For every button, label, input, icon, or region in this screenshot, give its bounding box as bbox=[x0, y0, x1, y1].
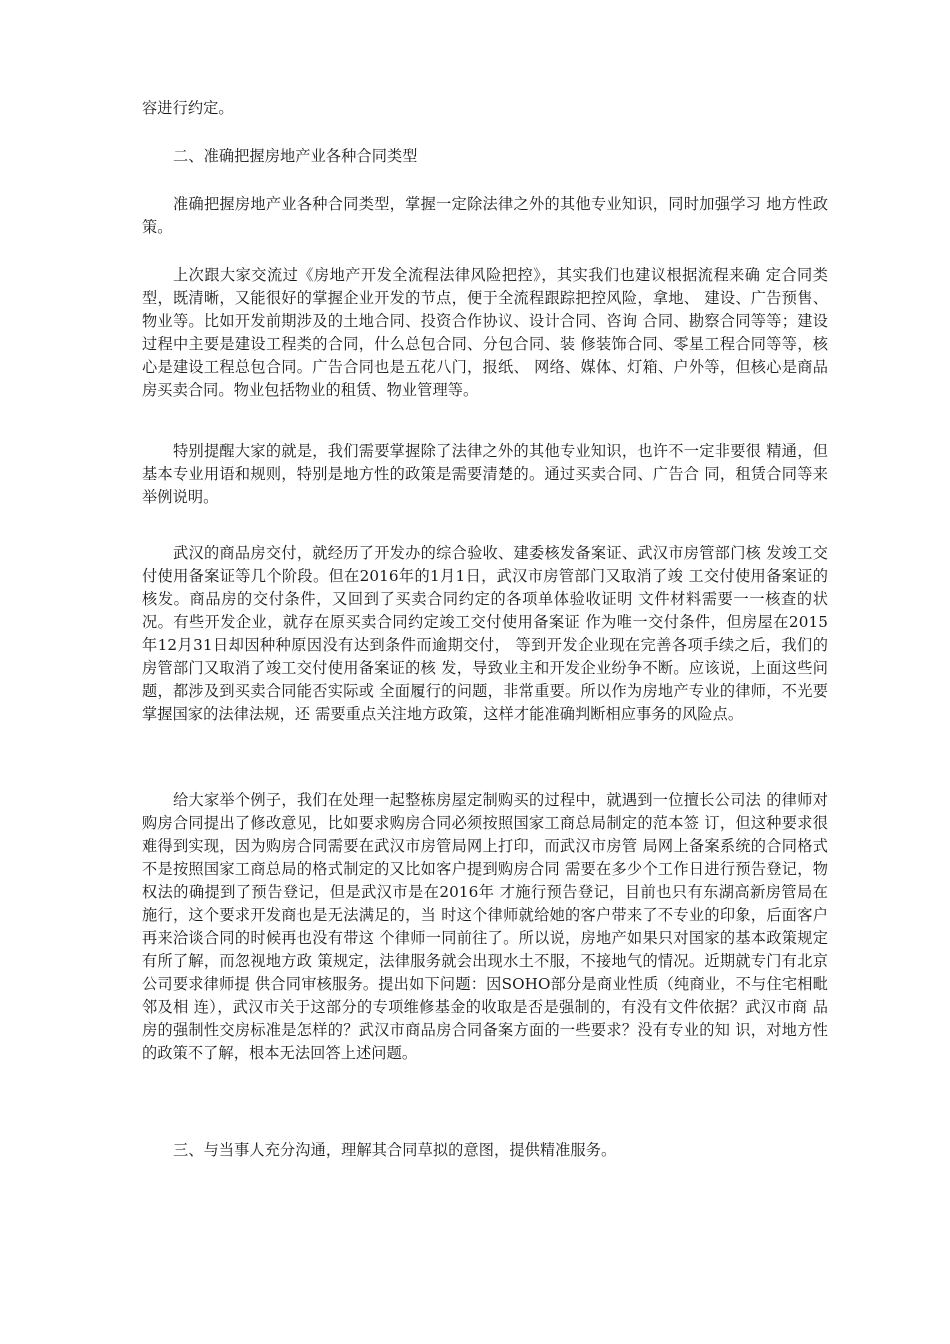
paragraph-contract-types-intro: 准确把握房地产业各种合同类型，掌握一定除法律之外的其他专业知识，同时加强学习 地方性政策。 bbox=[142, 195, 828, 236]
paragraph-professional-knowledge: 特别提醒大家的就是，我们需要掌握除了法律之外的其他专业知识，也许不一定非要很 精通，但基本专业用语和规则，特别是地方性的政策是需要清楚的。通过买卖合同、广告合 同，租赁合同等来举例说明。 bbox=[142, 442, 828, 506]
section-heading-3: 三、与当事人充分沟通，理解其合同草拟的意图，提供精准服务。 bbox=[173, 1141, 617, 1159]
paragraph-continuation: 容进行约定。 bbox=[142, 99, 234, 117]
paragraph-wuhan-delivery-example: 武汉的商品房交付，就经历了开发办的综合验收、建委核发备案证、武汉市房管部门核 发竣工交付使用备案证等几个阶段。但在2016年的1月1日，武汉市房管部门又取消了竣 工交付使用备案证的核发。商品房的交付条件，又回到了买卖合同约定的各项单体验收证明 文件材料需要一一核查的状况。有些开发企业，就存在原买卖合同约定竣工交付使用备案证 作为唯一交付条件，但房屋在2015年12月31日却因种种原因没有达到条件而逾期交付， 等到开发企业现在完善各项手续之后，我们的房管部门又取消了竣工交付使用备案证的核 发，导致业主和开发企业纷争不断。应该说，上面这些问题，都涉及到买卖合同能否实际或 全面履行的问题，非常重要。所以作为房地产专业的律师，不光要掌握国家的法律法规，还 需要重点关注地方政策，这样才能准确判断相应事务的风险点。 bbox=[142, 544, 828, 723]
section-heading-2: 二、准确把握房地产业各种合同类型 bbox=[173, 147, 418, 165]
paragraph-lawyer-case-example: 给大家举个例子，我们在处理一起整栋房屋定制购买的过程中，就遇到一位擅长公司法 的律师对购房合同提出了修改意见，比如要求购房合同必须按照国家工商总局制定的范本签 订，但这种要求很难得到实现，因为购房合同需要在武汉市房管局网上打印，而武汉市房管 局网上备案系统的合同格式不是按照国家工商总局的格式制定的又比如客户提到购房合同 需要在多少个工作日进行预告登记，物权法的确提到了预告登记，但是武汉市是在2016年 才施行预告登记，目前也只有东湖高新房管局在施行，这个要求开发商也是无法满足的，当 时这个律师就给她的客户带来了不专业的印象，后面客户再来洽谈合同的时候再也没有带这 个律师一同前往了。所以说，房地产如果只对国家的基本政策规定有所了解，而忽视地方政 策规定，法律服务就会出现水土不服，不接地气的情况。近期就专门有北京公司要求律师提 供合同审核服务。提出如下问题：因SOHO部分是商业性质（纯商业，不与住宅相毗邻及相 连），武汉市关于这部分的专项维修基金的收取是否是强制的，有没有文件依据？武汉市商 品房的强制性交房标准是怎样的？武汉市商品房合同备案方面的一些要求？没有专业的知 识，对地方性的政策不了解，根本无法回答上述问题。 bbox=[142, 791, 828, 1062]
paragraph-contract-types-by-process: 上次跟大家交流过《房地产开发全流程法律风险把控》，其实我们也建议根据流程来确 定合同类型，既清晰，又能很好的掌握企业开发的节点，便于全流程跟踪把控风险，拿地、 建设、广告预售、物业等。比如开发前期涉及的土地合同、投资合作协议、设计合同、咨询 合同、勘察合同等等；建设过程中主要是建设工程类的合同，什么总包合同、分包合同、装 修装饰合同、零星工程合同等等，核心是建设工程总包合同。广告合同也是五花八门，报纸、 网络、媒体、灯箱、户外等，但核心是商品房买卖合同。物业包括物业的租赁、物业管理等。 bbox=[142, 266, 828, 399]
